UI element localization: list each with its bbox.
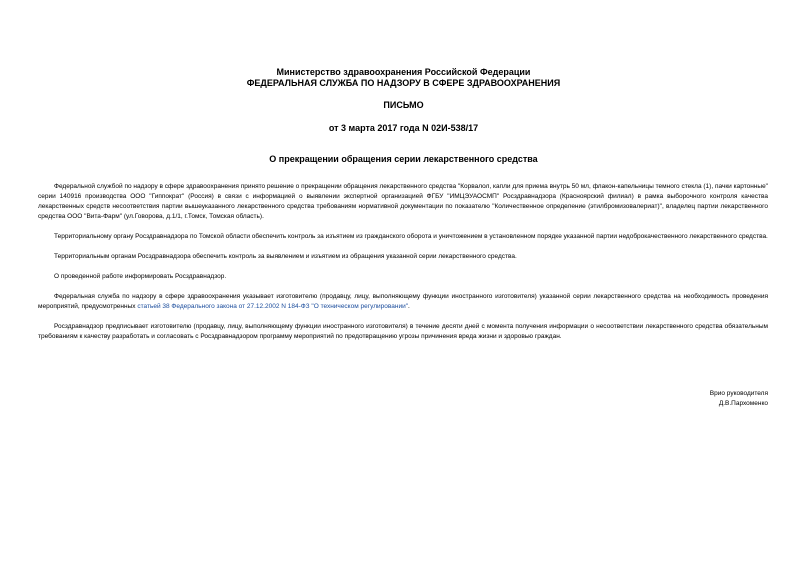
law-article-link[interactable]: статьей 38 Федерального закона от 27.12.2002 N 184-ФЗ "О техническом регулировании": [137, 303, 409, 310]
paragraph-prescription: Росздравнадзор предписывает изготовителю (продавцу, лицу, выполняющему функции иностранного изготовителя) в течение десяти дней с момента получения информации о несоответствии лекарственного средства обязательным требованиям к качеству разработать и согласовать с Росздравнадзором программу мероприятий по предотвращению угрозы причинения вреда жизни и здоровью граждан.: [38, 323, 768, 340]
paragraph-manufacturer-measures: [38, 292, 768, 312]
paragraph-report: О проведенной работе информировать Росздравнадзор.: [54, 273, 227, 280]
paragraph-tomsk-control: Территориальному органу Росздравнадзора по Томской области обеспечить контроль за изъятием из гражданского оборота и уничтожением в установленном порядке указанной партии недоброкачественного лекарственного средства.: [54, 233, 768, 240]
letter-title: ПИСЬМО: [383, 100, 424, 110]
document-header: [0, 67, 807, 89]
signatory-position: Врио руководителя: [709, 390, 768, 397]
signatory-name: Д.В.Пархоменко: [718, 400, 768, 407]
paragraph-territorial-control: Территориальным органам Росздравнадзора обеспечить контроль за выявлением и изъятием из обращения указанной серии лекарственного средства.: [54, 253, 517, 260]
letter-subject: О прекращении обращения серии лекарственного средства: [269, 154, 538, 164]
letter-body: [38, 182, 768, 352]
ministry-name: Министерство здравоохранения Российской Федерации: [276, 67, 531, 77]
paragraph-decision: Федеральной службой по надзору в сфере здравоохранения принято решение о прекращении обращения лекарственного средства "Корвалол, капли для приема внутрь 50 мл, флакон-капельницы темного стекла (1), пачки картонные" серии 140916 производства ООО "Гиппократ" (Россия) в связи с информацией о выявлении экспертной организацией ФГБУ "ИМЦЭУАОСМП" Росздравнадзора (Красноярский филиал) в рамка выборочного контроля качества лекарственных средств несоответствия партии вышеуказанного лекарственного средства требованиям нормативной документации по показателю "Количественное определение (этилбромизовалериат)", владелец партии лекарственного средства ООО "Вита-Фарм" (ул.Говорова, д.1/1, г.Томск, Томская область).: [38, 183, 768, 220]
paragraph-text: Федеральная служба по надзору в сфере здравоохранения указывает изготовителю (продавцу, лицу, выполняющему функции иностранного изготовителя) указанной серии лекарственного средства на необходимость проведения мероприятий, предусмотренных: [38, 293, 768, 310]
service-name: ФЕДЕРАЛЬНАЯ СЛУЖБА ПО НАДЗОРУ В СФЕРЕ ЗДРАВООХРАНЕНИЯ: [246, 78, 561, 88]
paragraph-text-end: .: [408, 303, 410, 310]
letter-date-number: от 3 марта 2017 года N 02И-538/17: [328, 123, 479, 133]
signature-block: [710, 389, 768, 409]
